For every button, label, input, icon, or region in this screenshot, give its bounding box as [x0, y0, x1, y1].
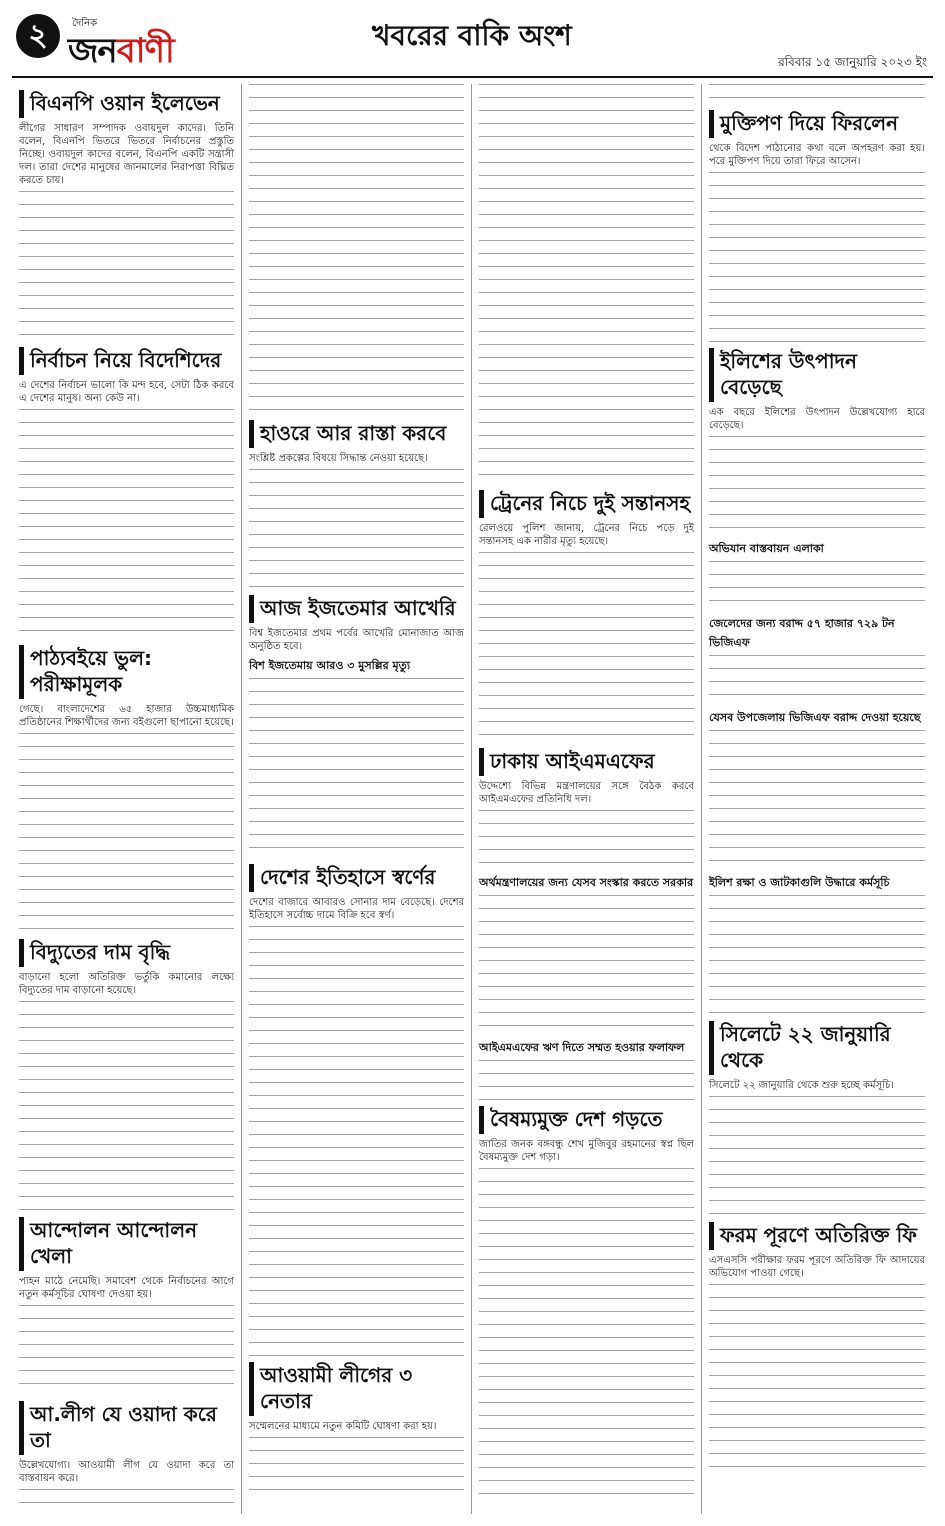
- article-subhead: অভিযান বাস্তবায়ন এলাকা: [709, 542, 824, 555]
- article-headline: পাঠ্যবইয়ে ভুল: পরীক্ষামূলক: [19, 645, 234, 699]
- article-headline: বিএনপি ওয়ান ইলেভেন: [19, 90, 234, 118]
- article-body-filler: [709, 1284, 925, 1474]
- article-subhead: ইলিশ রক্ষা ও জাটকাগুলি উদ্ধারে কর্মসূচি: [709, 876, 890, 889]
- article-headline: মুক্তিপণ দিয়ে ফিরলেন: [709, 110, 925, 138]
- article-body: বিশ্ব ইজতেমার প্রথম পর্বের আখেরি মোনাজাত আজ অনুষ্ঠিত হবে।: [249, 628, 464, 652]
- article-body-filler: [479, 895, 694, 1035]
- column-1: [12, 84, 242, 1514]
- section-title: খবরের বাকি অংশ: [372, 19, 572, 52]
- logo-prefix: দৈনিক: [72, 18, 98, 29]
- dateline: রবিবার ১৫ জানুয়ারি ২০২৩ ইং: [778, 55, 927, 69]
- article-headline: আন্দোলন আন্দোলন খেলা: [19, 1217, 234, 1271]
- article-body-filler: [709, 172, 925, 342]
- article-body-filler: [479, 1060, 694, 1100]
- article-body-filler: [249, 678, 464, 858]
- article-subhead: বিশ ইজতেমায় আরও ৩ মুসল্লির মৃত্যু: [249, 659, 411, 672]
- article-body-filler: [19, 1489, 234, 1514]
- article-body-filler: [709, 436, 925, 536]
- article-subhead: জেলেদের জন্য বরাদ্দ ৫৭ হাজার ৭২৯ টন ভিজিএফ: [709, 617, 895, 649]
- article-headline: ট্রেনের নিচে দুই সন্তানসহ: [479, 490, 694, 518]
- article-headline: দেশের ইতিহাসে স্বর্ণের: [249, 864, 464, 892]
- article-body: গেছে। বাংলাদেশের ৬৫ হাজার উচ্চমাধ্যমিক প্রতিষ্ঠানের শিক্ষার্থীদের জন্য বইগুলো ছাপানো হয়েছে।: [19, 704, 234, 728]
- article-body-filler: [19, 409, 234, 639]
- article-body-filler: [709, 655, 925, 705]
- article-body-filler: [19, 1001, 234, 1211]
- article-body-filler: [709, 730, 925, 870]
- article-headline: সিলেটে ২২ জানুয়ারি থেকে: [709, 1021, 925, 1075]
- article-body: সম্মেলনের মাধ্যমে নতুন কমিটি ঘোষণা করা হয়।: [249, 1421, 437, 1432]
- article-body: জাতির জনক বঙ্গবন্ধু শেখ মুজিবুর রহমানের স্বপ্ন ছিল বৈষম্যমুক্ত দেশ গড়া।: [479, 1139, 694, 1163]
- article-body: পাহন মাঠে নেমেছি। সমাবেশ থেকে নির্বাচনের আগে নতুন কর্মসূচির ঘোষণা দেওয়া হয়।: [19, 1276, 234, 1300]
- article-body-filler: [479, 810, 694, 870]
- article-body-filler: [249, 84, 464, 414]
- article-body-filler: [709, 1096, 925, 1216]
- article-columns: [12, 84, 933, 1514]
- article-headline: হাওরে আর রাস্তা করবে: [249, 420, 464, 448]
- article-subhead: যেসব উপজেলায় ভিজিএফ বরাদ্দ দেওয়া হয়েছে: [709, 711, 921, 724]
- article-headline: ইলিশের উৎপাদন বেড়েছে: [709, 348, 925, 402]
- article-body-filler: [479, 84, 694, 484]
- column-2: [242, 84, 472, 1514]
- masthead: [12, 14, 933, 78]
- article-headline: ঢাকায় আইএমএফের: [479, 748, 694, 776]
- article-body-filler: [19, 733, 234, 933]
- article-body-filler: [19, 191, 234, 341]
- article-headline: আজ ইজতেমার আখেরি: [249, 595, 464, 623]
- article-headline: ফরম পূরণে অতিরিক্ত ফি: [709, 1222, 925, 1250]
- article-body: সিলেটে ২২ জানুয়ারি থেকে শুরু হচ্ছে কর্মসূচি।: [709, 1080, 895, 1091]
- article-body-filler: [19, 1305, 234, 1395]
- article-body-filler: [249, 926, 464, 1356]
- article-headline: নির্বাচন নিয়ে বিদেশিদের: [19, 347, 234, 375]
- column-3: [472, 84, 702, 1514]
- logo-part2: বাণী: [116, 31, 174, 71]
- article-body: এ দেশের নির্বাচন ভালো কি মন্দ হবে, সেটা ঠিক করবে এ দেশের মানুষ। অন্য কেউ না।: [19, 380, 234, 404]
- newspaper-logo: [68, 16, 174, 69]
- article-body: দেশের বাজারে আবারও সোনার দাম বেড়েছে। দেশের ইতিহাসে সর্বোচ্চ দামে বিক্রি হবে স্বর্ণ।: [249, 897, 464, 921]
- article-body: থেকে বিদেশ পাঠানোর কথা বলে অপহরণ করা হয়। পরে মুক্তিপণ দিয়ে তারা ফিরে আসেন।: [709, 143, 925, 167]
- article-body-filler: [479, 1168, 694, 1498]
- article-body-filler: [709, 561, 925, 611]
- article-body: উদ্দেশ্যে বিভিন্ন মন্ত্রণালয়ের সঙ্গে বৈঠক করবে আইএমএফের প্রতিনিধি দল।: [479, 781, 694, 805]
- article-body: লীগের সাধারণ সম্পাদক ওবায়দুল কাদের। তিনি বলেন, বিএনপি ভিতরে ভিতরে নির্বাচনের প্রস্তুতি নিচ্ছে। ওবায়দুল কাদের বলেন, বিএনপি একটি সন্ত্রাসী দল। তারা দেশের মানুষের জানমালের নিরাপত্তা বিঘ্নিত করতে চায়।: [19, 123, 234, 186]
- article-body-filler: [709, 895, 925, 1015]
- article-body: উল্লেখযোগ্য। আওয়ামী লীগ যে ওয়াদা করে তা বাস্তবায়ন করে।: [19, 1460, 234, 1484]
- article-body-filler: [249, 469, 464, 589]
- article-body-filler: [479, 552, 694, 742]
- article-subhead: আইএমএফের ঋণ দিতে সম্মত হওয়ার ফলাফল: [479, 1041, 685, 1054]
- article-subhead: অর্থমন্ত্রণালয়ের জন্য যেসব সংস্কার করতে সরকার: [479, 876, 694, 889]
- article-body-filler: [709, 84, 925, 104]
- page-number: ২: [16, 14, 60, 58]
- article-body: সংশ্লিষ্ট প্রকল্পের বিষয়ে সিদ্ধান্ত নেওয়া হয়েছে।: [249, 453, 428, 464]
- article-body: রেলওয়ে পুলিশ জানায়, ট্রেনের নিচে পড়ে দুই সন্তানসহ এক নারীর মৃত্যু হয়েছে।: [479, 523, 694, 547]
- article-body: এক বছরে ইলিশের উৎপাদন উল্লেখযোগ্য হারে বেড়েছে।: [709, 407, 925, 431]
- article-headline: আ.লীগ যে ওয়াদা করে তা: [19, 1401, 234, 1455]
- article-body: এসএসসি পরীক্ষার ফরম পূরণে অতিরিক্ত ফি আদায়ের অভিযোগ পাওয়া গেছে।: [709, 1255, 925, 1279]
- article-headline: আওয়ামী লীগের ৩ নেতার: [249, 1362, 464, 1416]
- article-body-filler: [249, 1437, 464, 1497]
- article-headline: বৈষম্যমুক্ত দেশ গড়তে: [479, 1106, 694, 1134]
- column-4: [702, 84, 932, 1514]
- logo-part1: জন: [68, 31, 117, 71]
- article-body: বাড়ানো হলো অতিরিক্ত ভর্তুকি কমানোর লক্ষ্যে বিদ্যুতের দাম বাড়ানো হয়েছে।: [19, 972, 234, 996]
- article-headline: বিদ্যুতের দাম বৃদ্ধি: [19, 939, 234, 967]
